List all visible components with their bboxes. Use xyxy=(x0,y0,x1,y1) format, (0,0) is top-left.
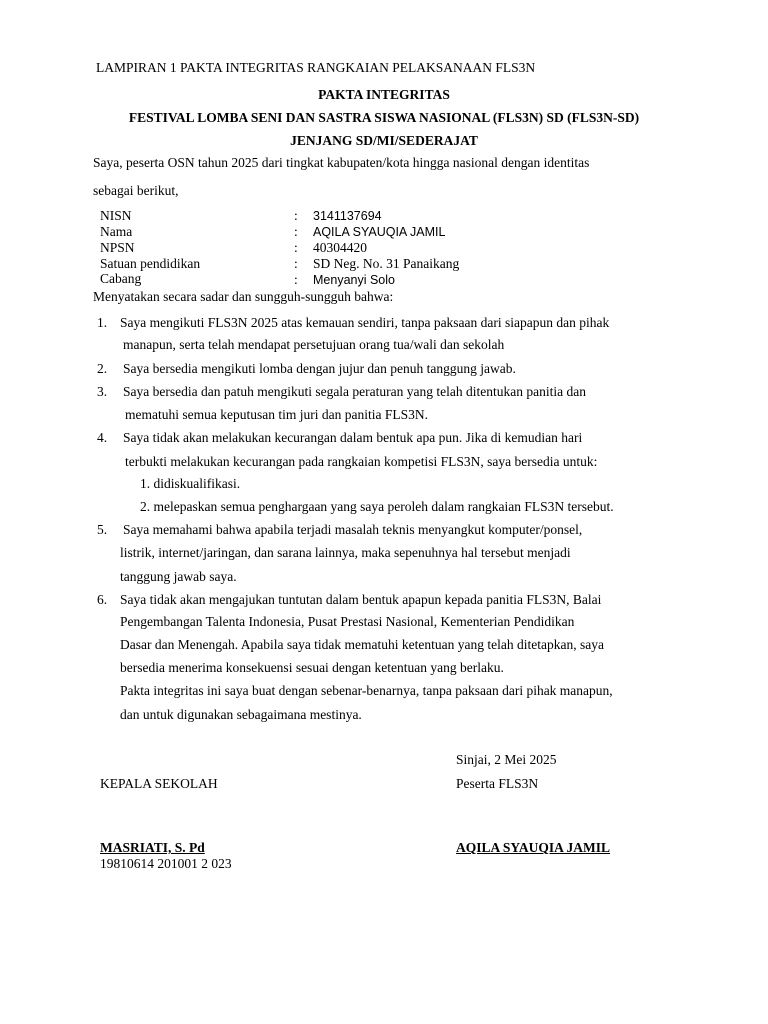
item-6-line-2: Pengembangan Talenta Indonesia, Pusat Prestasi Nasional, Kementerian Pendidikan xyxy=(120,614,575,629)
item-4-sub-2: 2. melepaskan semua penghargaan yang saya peroleh dalam rangkaian FLS3N tersebut. xyxy=(140,499,614,514)
intro-line-1: Saya, peserta OSN tahun 2025 dari tingkat kabupaten/kota hingga nasional dengan identitas xyxy=(93,155,590,170)
identity-colon: : xyxy=(294,208,298,223)
item-4-sub-1: 1. didiskualifikasi. xyxy=(140,476,241,491)
identity-value-nama: AQILA SYAUQIA JAMIL xyxy=(313,225,446,239)
closing-line-1: Pakta integritas ini saya buat dengan sebenar-benarnya, tanpa paksaan dari pihak manapun, xyxy=(120,683,613,698)
item-3-line-1: Saya bersedia dan patuh mengikuti segala peraturan yang telah ditentukan panitia dan xyxy=(123,384,586,399)
item-6-line-1: Saya tidak akan mengajukan tuntutan dalam bentuk apapun kepada panitia FLS3N, Balai xyxy=(120,592,602,607)
item-number: 3. xyxy=(97,384,108,399)
identity-label-nama: Nama xyxy=(100,224,133,239)
item-1-line-1: Saya mengikuti FLS3N 2025 atas kemauan sendiri, tanpa paksaan dari siapapun dan pihak xyxy=(120,315,610,330)
identity-value-cabang: Menyanyi Solo xyxy=(313,273,395,287)
place-date: Sinjai, 2 Mei 2025 xyxy=(456,752,557,767)
identity-value-satuan: SD Neg. No. 31 Panaikang xyxy=(313,256,460,271)
participant-role: Peserta FLS3N xyxy=(456,776,539,791)
intro-line-2: sebagai berikut, xyxy=(93,183,179,198)
identity-colon: : xyxy=(294,224,298,239)
closing-line-2: dan untuk digunakan sebagaimana mestinya. xyxy=(120,707,362,722)
item-3-line-2: mematuhi semua keputusan tim juri dan panitia FLS3N. xyxy=(125,407,428,422)
item-2-line-1: Saya bersedia mengikuti lomba dengan jujur dan penuh tanggung jawab. xyxy=(123,361,516,376)
item-number: 2. xyxy=(97,361,108,376)
principal-nip: 19810614 201001 2 023 xyxy=(100,856,232,871)
principal-role: KEPALA SEKOLAH xyxy=(100,776,218,791)
identity-label-nisn: NISN xyxy=(100,208,132,223)
identity-label-satuan: Satuan pendidikan xyxy=(100,256,201,271)
item-5-line-3: tanggung jawab saya. xyxy=(120,569,237,584)
identity-label-npsn: NPSN xyxy=(100,240,135,255)
identity-label-cabang: Cabang xyxy=(100,271,142,286)
identity-colon: : xyxy=(294,272,298,287)
lampiran-heading: LAMPIRAN 1 PAKTA INTEGRITAS RANGKAIAN PELAKSANAAN FLS3N xyxy=(96,60,536,75)
item-1-line-2: manapun, serta telah mendapat persetujuan orang tua/wali dan sekolah xyxy=(123,337,505,352)
identity-colon: : xyxy=(294,240,298,255)
item-number: 5. xyxy=(97,522,108,537)
document-subtitle-1: FESTIVAL LOMBA SENI DAN SASTRA SISWA NASIONAL (FLS3N) SD (FLS3N-SD) xyxy=(128,110,640,125)
item-6-line-3: Dasar dan Menengah. Apabila saya tidak mematuhi ketentuan yang telah ditetapkan, saya xyxy=(120,637,604,652)
item-5-line-1: Saya memahami bahwa apabila terjadi masalah teknis menyangkut komputer/ponsel, xyxy=(123,522,583,537)
document-title: PAKTA INTEGRITAS xyxy=(318,87,450,102)
identity-value-npsn: 40304420 xyxy=(313,240,367,255)
item-number: 6. xyxy=(97,592,108,607)
item-5-line-2: listrik, internet/jaringan, dan sarana lainnya, maka sepenuhnya hal tersebut menjadi xyxy=(120,545,571,560)
item-4-line-1: Saya tidak akan melakukan kecurangan dalam bentuk apa pun. Jika di kemudian hari xyxy=(123,430,583,445)
identity-colon: : xyxy=(294,256,298,271)
identity-value-nisn: 3141137694 xyxy=(313,209,382,223)
item-6-line-4: bersedia menerima konsekuensi sesuai dengan ketentuan yang berlaku. xyxy=(120,660,504,675)
principal-name: MASRIATI, S. Pd xyxy=(100,840,205,855)
item-number: 1. xyxy=(97,315,108,330)
item-number: 4. xyxy=(97,430,108,445)
item-4-line-2: terbukti melakukan kecurangan pada rangkaian kompetisi FLS3N, saya bersedia untuk: xyxy=(125,454,598,469)
participant-name: AQILA SYAUQIA JAMIL xyxy=(456,840,611,855)
document-subtitle-2: JENJANG SD/MI/SEDERAJAT xyxy=(290,133,478,148)
statement-intro: Menyatakan secara sadar dan sungguh-sungguh bahwa: xyxy=(93,289,394,304)
